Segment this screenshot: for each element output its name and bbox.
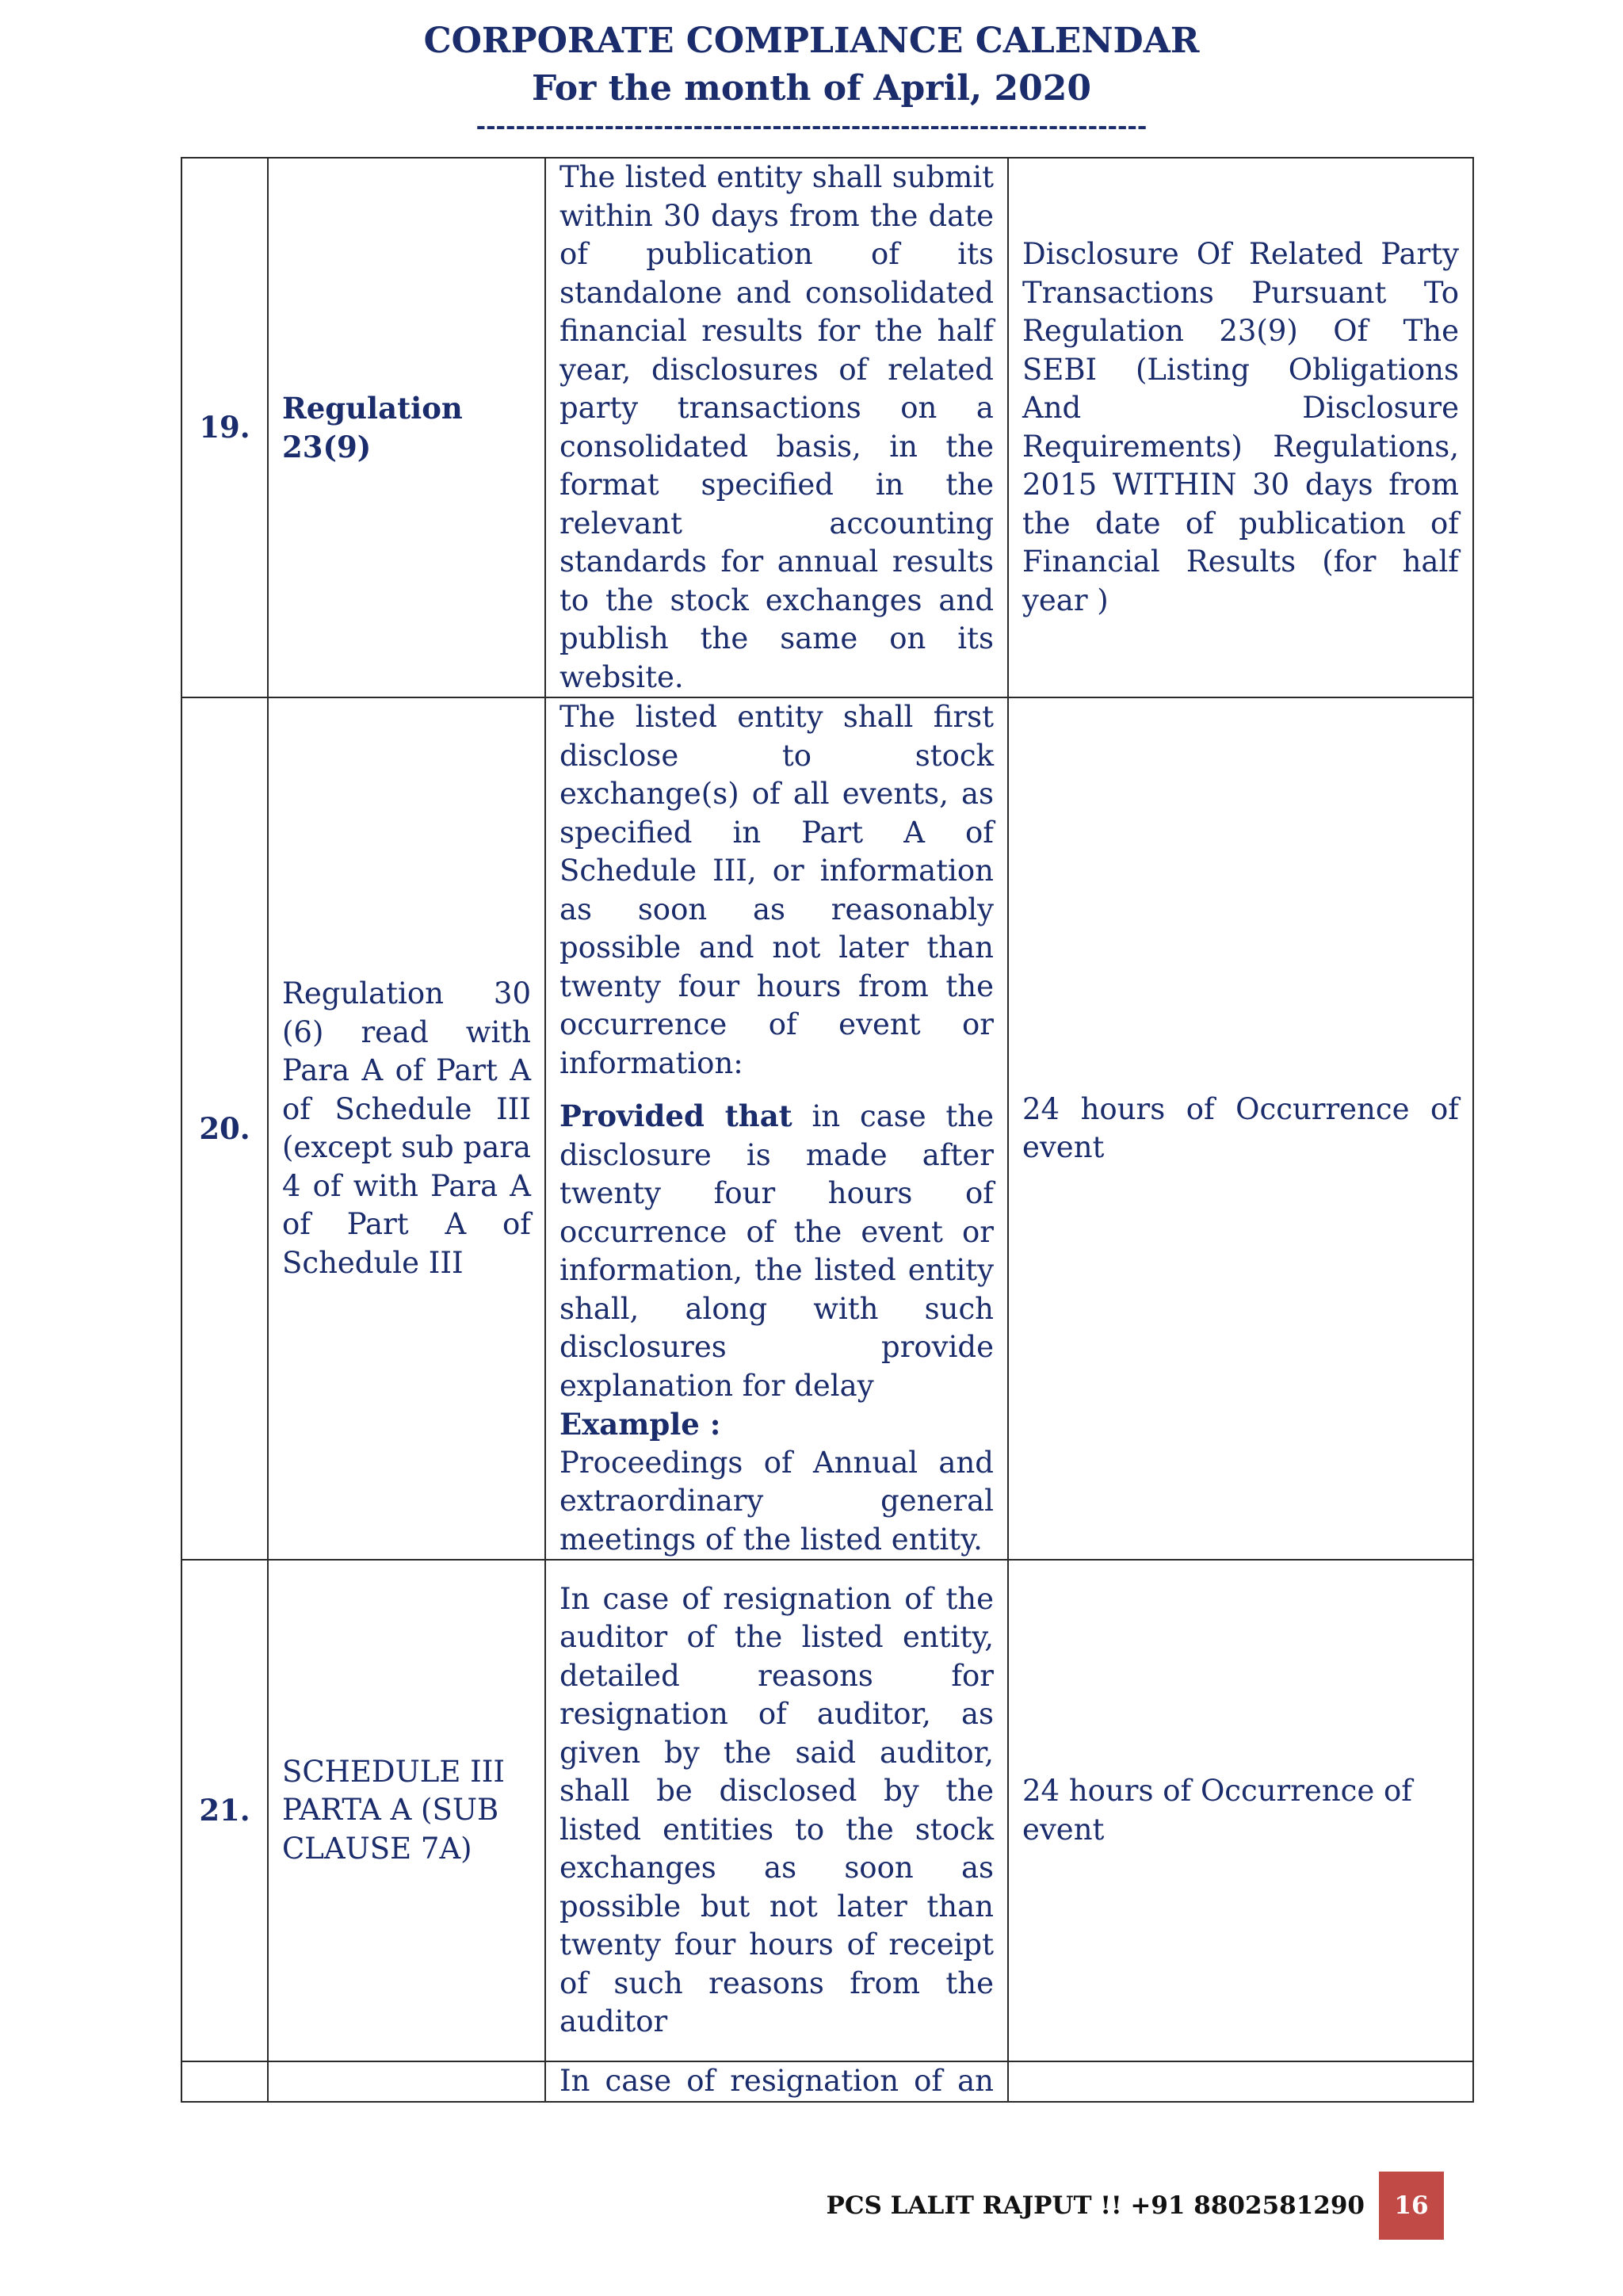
serial-number: 20. [181,697,268,1560]
due-date-cell [1008,2061,1473,2102]
page-footer [827,2172,1444,2240]
proviso-text: in case the disclosure is made after twenty four hours of occurrence of the event or information, the listed entity shall, along with such disclosures provide explanation for delay [559,1099,994,1403]
table-row [181,697,1473,1560]
page-subtitle: For the month of April, 2020 [531,68,1092,109]
due-date-cell: 24 hours of Occurrence of event [1008,697,1473,1560]
serial-number: 21. [181,1560,268,2061]
example-label: Example : [559,1407,721,1442]
example-text: Proceedings of Annual and extraordinary general meetings of the listed entity. [559,1445,994,1557]
page-title: CORPORATE COMPLIANCE CALENDAR [423,21,1200,61]
serial-number [181,2061,268,2102]
serial-number: 19. [181,158,268,697]
due-date-cell: Disclosure Of Related Party Transactions Pursuant To Regulation 23(9) Of The SEBI (Listing Obligations And Disclosure Requirements) Regulations, 2015 WITHIN 30 days from the date of publication of Financial Results (for half year ) [1008,158,1473,697]
page-number: 16 [1379,2172,1444,2240]
table-row [181,1560,1473,2061]
due-date-cell: 24 hours of Occurrence of event [1008,1560,1473,2061]
title-separator: -------------------------------------------------------------------- [475,113,1148,140]
regulation-cell [268,2061,545,2102]
description-cell [545,697,1008,1560]
description-cell: In case of resignation of an [545,2061,1008,2102]
regulation-cell: Regulation 30 (6) read with Para A of Part A of Schedule III (except sub para 4 of with Para A of Part A of Schedule III [268,697,545,1560]
proviso-label: Provided that [559,1098,792,1133]
regulation-cell: Regulation 23(9) [268,158,545,697]
compliance-table [181,157,1474,2103]
table-row [181,2061,1473,2102]
description-text: The listed entity shall first disclose to stock exchange(s) of all events, as specified in Part A of Schedule III, or information as soon as reasonably possible and not later than twenty four hours from the occurrence of event or information: [559,700,994,1080]
description-cell: The listed entity shall submit within 30 days from the date of publication of its standalone and consolidated financial results for the half year, disclosures of related party transactions on a consolidated basis, in the format specified in the relevant accounting standards for annual results to the stock exchanges and publish the same on its website. [545,158,1008,697]
regulation-cell: SCHEDULE III PARTA A (SUB CLAUSE 7A) [268,1560,545,2061]
proviso-paragraph [559,1097,994,1405]
description-cell: In case of resignation of the auditor of the listed entity, detailed reasons for resignation of auditor, as given by the said auditor, shall be disclosed by the listed entities to the stock exchanges as soon as possible but not later than twenty four hours of receipt of such reasons from the auditor [545,1560,1008,2061]
footer-contact: PCS LALIT RAJPUT !! +91 8802581290 [826,2191,1365,2220]
table-row [181,158,1473,697]
